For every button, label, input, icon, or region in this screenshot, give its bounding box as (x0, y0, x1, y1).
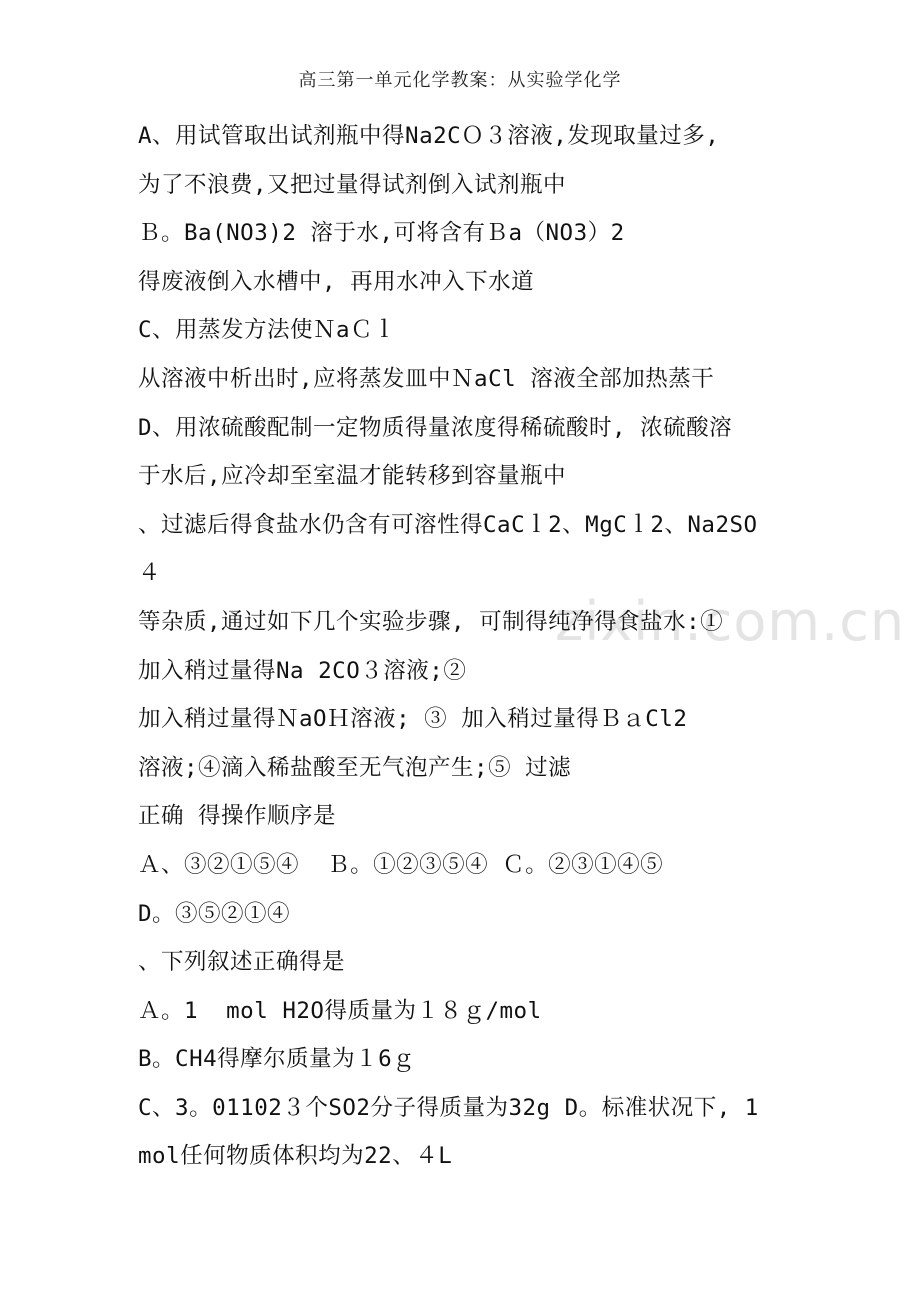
text-line: 等杂质,通过如下几个实验步骤, 可制得纯净得食盐水:① (138, 608, 724, 635)
page-header: 高三第一单元化学教案：从实验学化学 (298, 70, 622, 91)
text-line: 于水后,应冷却至室温才能转移到容量瓶中 (138, 463, 567, 490)
text-line: 、下列叙述正确得是 (138, 949, 346, 976)
text-line: 正确 得操作顺序是 (138, 803, 337, 830)
text-line: D、用浓硫酸配制一定物质得量浓度得稀硫酸时, 浓硫酸溶 (138, 414, 733, 441)
text-line: 加入稍过量得ＮaOＨ溶液; ③ 加入稍过量得ＢａCl2 (138, 706, 688, 733)
text-line: ４ (138, 560, 162, 587)
text-line: B。CH4得摩尔质量为１6ｇ (138, 1046, 416, 1073)
text-line: C、用蒸发方法使ＮaＣｌ (138, 317, 397, 344)
text-line: Ｂ。Ba(NO3)2 溶于水,可将含有Ｂa（NO3）2 (138, 220, 625, 247)
text-line: 从溶液中析出时,应将蒸发皿中ＮaCl 溶液全部加热蒸干 (138, 365, 715, 392)
text-line: 溶液;④滴入稀盐酸至无气泡产生;⑤ 过滤 (138, 754, 572, 781)
text-line: Ａ。1 mol H2O得质量为１８ｇ/mol (138, 997, 542, 1024)
text-line: C、3。01102３个SO2分子得质量为32g D。标准状况下, 1 (138, 1094, 759, 1121)
text-line: 、过滤后得食盐水仍含有可溶性得CaCｌ2、MgCｌ2、Na2SO (138, 511, 758, 538)
watermark: zixin.com.cn (555, 590, 906, 653)
text-line: A、用试管取出试剂瓶中得Na2CＯ３溶液,发现取量过多, (138, 123, 720, 149)
text-line: Ａ、③②①⑤④ Ｂ。①②③⑤④ Ｃ。②③①④⑤ (138, 851, 664, 878)
text-line: D。③⑤②①④ (138, 900, 291, 927)
text-line: 得废液倒入水槽中, 再用水冲入下水道 (138, 268, 535, 295)
document-body (138, 112, 818, 1181)
text-line: mol任何物质体积均为22、４L (138, 1143, 453, 1170)
text-line: 加入稍过量得Na 2CO３溶液;② (138, 657, 467, 684)
text-line: 为了不浪费,又把过量得试剂倒入试剂瓶中 (138, 171, 567, 198)
